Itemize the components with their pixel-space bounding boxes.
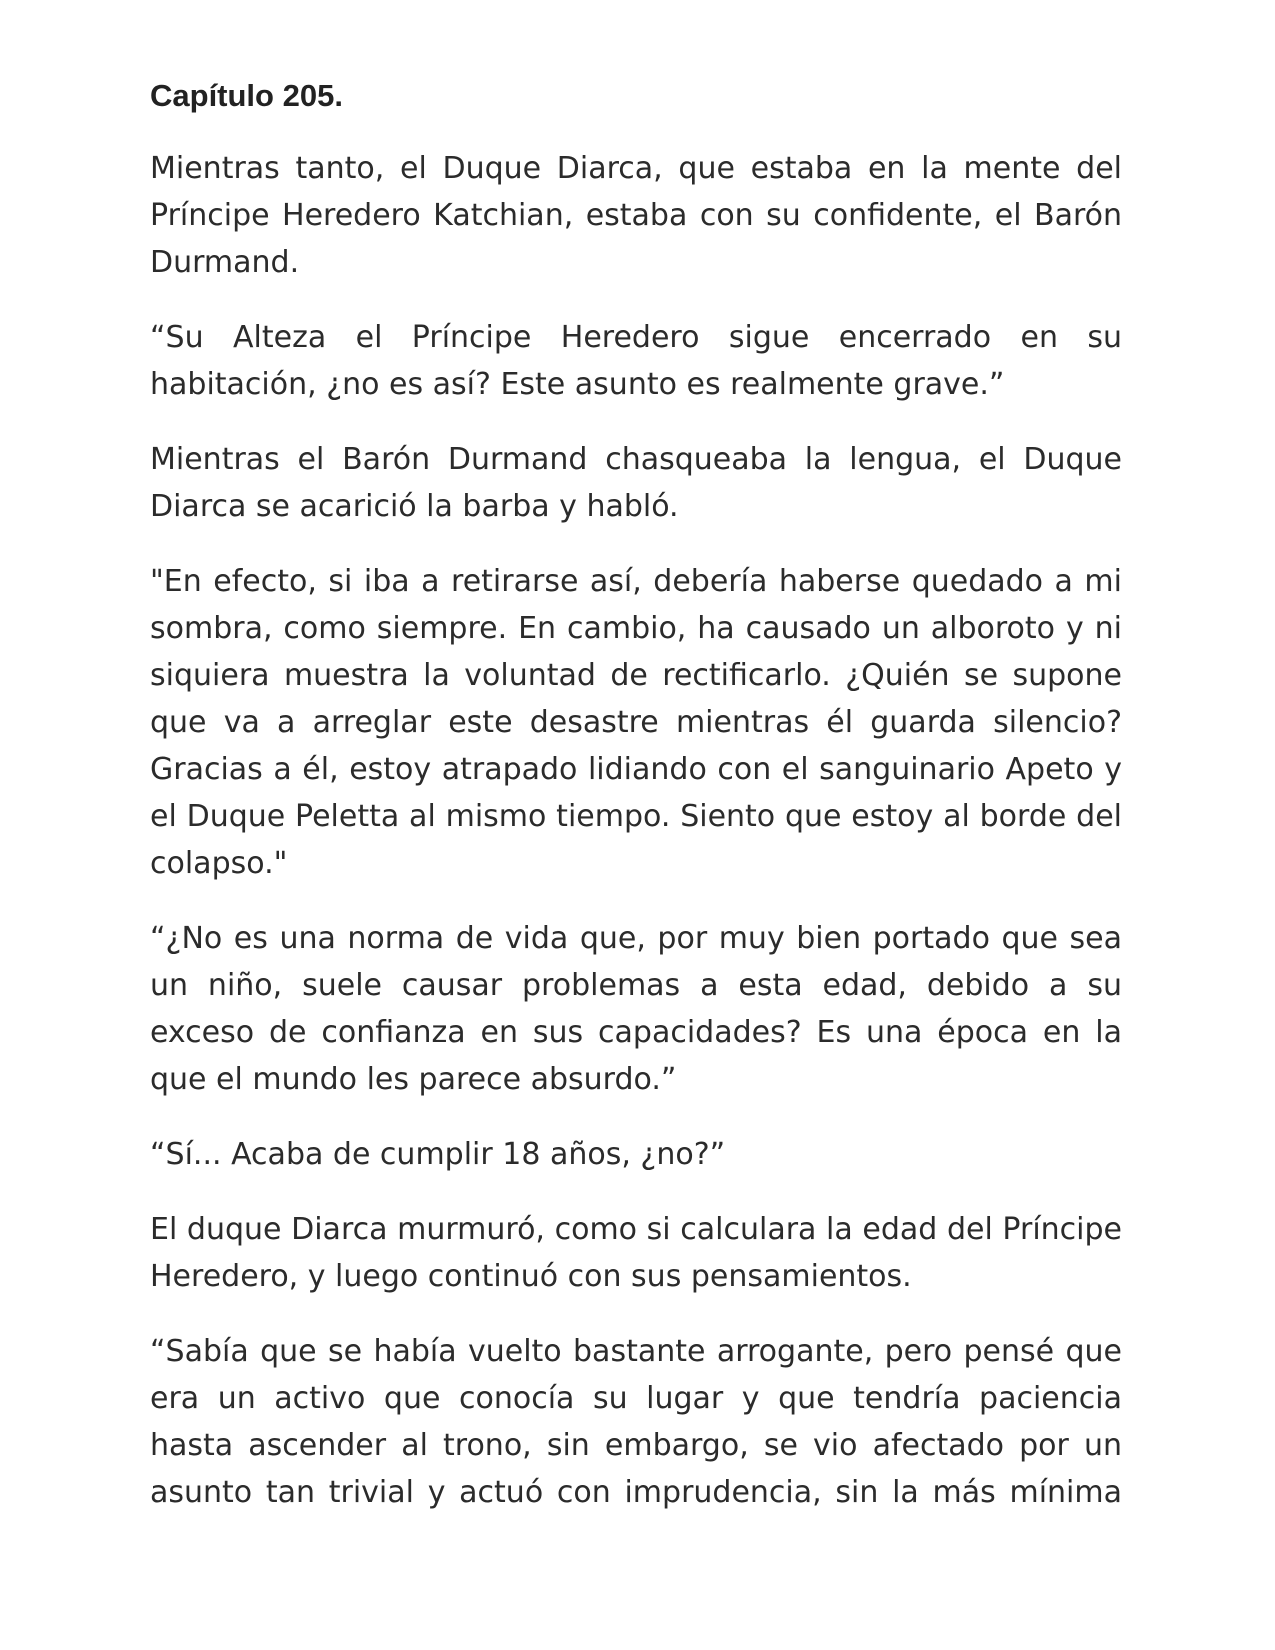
paragraph: “Sí... Acaba de cumplir 18 años, ¿no?” [150,1137,726,1172]
paragraph: “Sabía que se había vuelto bastante arrogante, pero pensé que era un activo que conocía su lugar y que tendría paciencia hasta ascender al trono, sin embargo, se vio afectado por un asunto tan trivial y actuó con imprudencia, sin la más mínima [150,1334,1122,1510]
chapter-title: Capítulo 205. [150,78,343,113]
document-page [150,72,1122,1544]
paragraph: "En efecto, si iba a retirarse así, debería haberse quedado a mi sombra, como siempre. En cambio, ha causado un alboroto y ni siquiera muestra la voluntad de rectificarlo. ¿Quién se supone que va a arreglar este desastre mientras él guarda silencio? Gracias a él, estoy atrapado lidiando con el sanguinario Apeto y el Duque Peletta al mismo tiempo. Siento que estoy al borde del colapso." [150,564,1122,881]
paragraph: “Su Alteza el Príncipe Heredero sigue encerrado en su habitación, ¿no es así? Este asunto es realmente grave.” [150,320,1122,402]
paragraph: Mientras el Barón Durmand chasqueaba la lengua, el Duque Diarca se acarició la barba y habló. [150,442,1122,524]
paragraph: El duque Diarca murmuró, como si calculara la edad del Príncipe Heredero, y luego continuó con sus pensamientos. [150,1212,1122,1294]
paragraph: “¿No es una norma de vida que, por muy bien portado que sea un niño, suele causar problemas a esta edad, debido a su exceso de confianza en sus capacidades? Es una época en la que el mundo les parece absurdo.” [150,921,1122,1097]
paragraph: Mientras tanto, el Duque Diarca, que estaba en la mente del Príncipe Heredero Katchian, estaba con su confidente, el Barón Durmand. [150,151,1122,280]
